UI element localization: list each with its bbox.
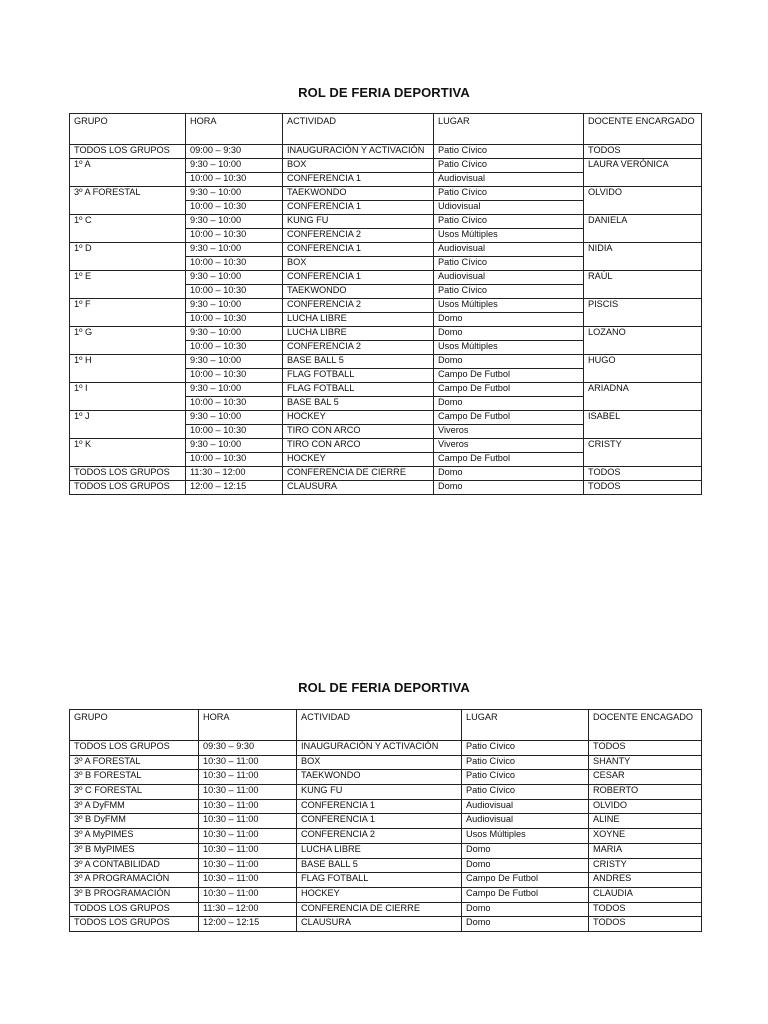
cell-grupo: 1º F xyxy=(70,299,186,327)
cell-lugar: Domo xyxy=(462,902,589,917)
cell-grupo: TODOS LOS GRUPOS xyxy=(70,741,199,756)
cell-actividad: BOX xyxy=(283,159,434,173)
header-lugar: LUGAR xyxy=(462,710,589,741)
cell-grupo: 1º G xyxy=(70,327,186,355)
cell-lugar: Audiovisual xyxy=(434,271,584,285)
cell-hora: 10:00 – 10:30 xyxy=(186,313,283,327)
header-docente: DOCENTE ENCAGADO xyxy=(589,710,702,741)
cell-hora: 09:00 – 9:30 xyxy=(186,145,283,159)
cell-docente: TODOS xyxy=(584,467,702,481)
cell-actividad: TAEKWONDO xyxy=(297,770,462,785)
cell-actividad: CONFERENCIA 1 xyxy=(283,271,434,285)
cell-actividad: KUNG FU xyxy=(297,785,462,800)
cell-lugar: Domo xyxy=(462,917,589,932)
cell-lugar: Audiovisual xyxy=(434,243,584,257)
cell-hora: 9:30 – 10:00 xyxy=(186,271,283,285)
cell-actividad: BASE BAL 5 xyxy=(283,397,434,411)
cell-hora: 10:30 – 11:00 xyxy=(199,799,297,814)
cell-hora: 10:00 – 10:30 xyxy=(186,173,283,187)
table-row xyxy=(70,383,702,397)
table-row xyxy=(70,741,702,756)
table-row xyxy=(70,755,702,770)
cell-lugar: Patio Cívico xyxy=(434,145,584,159)
cell-actividad: CLAUSURA xyxy=(283,481,434,495)
cell-docente: MARIA xyxy=(589,843,702,858)
cell-lugar: Domo xyxy=(434,481,584,495)
cell-actividad: CONFERENCIA 1 xyxy=(283,243,434,257)
cell-actividad: KUNG FU xyxy=(283,215,434,229)
cell-grupo: TODOS LOS GRUPOS xyxy=(70,145,186,159)
cell-lugar: Campo De Futbol xyxy=(434,369,584,383)
cell-hora: 10:00 – 10:30 xyxy=(186,229,283,243)
cell-lugar: Campo De Futbol xyxy=(434,453,584,467)
cell-docente: SHANTY xyxy=(589,755,702,770)
cell-grupo: 3º C FORESTAL xyxy=(70,785,199,800)
cell-docente: RAÚL xyxy=(584,271,702,299)
cell-lugar: Patio Cívico xyxy=(434,159,584,173)
cell-lugar: Campo De Futbol xyxy=(434,411,584,425)
cell-grupo: 3º A MyPIMES xyxy=(70,829,199,844)
table-row xyxy=(70,902,702,917)
cell-actividad: LUCHA LIBRE xyxy=(283,313,434,327)
cell-docente: CRISTY xyxy=(584,439,702,467)
cell-lugar: Udiovisual xyxy=(434,201,584,215)
cell-actividad: CONFERENCIA 2 xyxy=(283,299,434,313)
cell-actividad: LUCHA LIBRE xyxy=(297,843,462,858)
cell-hora: 10:30 – 11:00 xyxy=(199,785,297,800)
table-row xyxy=(70,785,702,800)
table-row xyxy=(70,145,702,159)
cell-actividad: BASE BALL 5 xyxy=(283,355,434,369)
header-hora: HORA xyxy=(199,710,297,741)
cell-grupo: 1º A xyxy=(70,159,186,187)
cell-actividad: TIRO CON ARCO xyxy=(283,439,434,453)
cell-actividad: HOCKEY xyxy=(283,411,434,425)
cell-lugar: Patio Cívico xyxy=(434,187,584,201)
cell-actividad: BOX xyxy=(283,257,434,271)
table-row xyxy=(70,271,702,285)
cell-actividad: CONFERENCIA 2 xyxy=(297,829,462,844)
cell-actividad: CONFERENCIA 1 xyxy=(283,201,434,215)
schedule-1-table xyxy=(69,113,702,495)
cell-lugar: Patio Cívico xyxy=(462,770,589,785)
cell-hora: 12:00 – 12:15 xyxy=(186,481,283,495)
cell-docente: TODOS xyxy=(589,741,702,756)
cell-docente: ALINE xyxy=(589,814,702,829)
cell-docente: TODOS xyxy=(589,917,702,932)
table-row xyxy=(70,159,702,173)
cell-lugar: Viveros xyxy=(434,425,584,439)
cell-lugar: Patio Cívico xyxy=(434,285,584,299)
cell-grupo: 1º E xyxy=(70,271,186,299)
cell-hora: 11:30 – 12:00 xyxy=(186,467,283,481)
cell-docente: LOZANO xyxy=(584,327,702,355)
table-row xyxy=(70,873,702,888)
cell-hora: 9:30 – 10:00 xyxy=(186,383,283,397)
header-row xyxy=(70,114,702,145)
cell-docente: CESAR xyxy=(589,770,702,785)
cell-grupo: 3º A FORESTAL xyxy=(70,187,186,215)
cell-lugar: Domo xyxy=(434,313,584,327)
cell-grupo: 1º I xyxy=(70,383,186,411)
cell-actividad: CONFERENCIA DE CIERRE xyxy=(283,467,434,481)
cell-lugar: Campo De Futbol xyxy=(462,887,589,902)
cell-lugar: Patio Cívico xyxy=(434,215,584,229)
cell-lugar: Usos Múltiples xyxy=(434,299,584,313)
table-row xyxy=(70,299,702,313)
cell-lugar: Campo De Futbol xyxy=(462,873,589,888)
table-row xyxy=(70,770,702,785)
cell-hora: 10:00 – 10:30 xyxy=(186,453,283,467)
table-row xyxy=(70,799,702,814)
cell-lugar: Usos Múltiples xyxy=(462,829,589,844)
cell-actividad: FLAG FOTBALL xyxy=(283,383,434,397)
table-row xyxy=(70,917,702,932)
header-lugar: LUGAR xyxy=(434,114,584,145)
table-row xyxy=(70,843,702,858)
schedule-1-title: ROL DE FERIA DEPORTIVA xyxy=(298,85,470,100)
header-docente: DOCENTE ENCARGADO xyxy=(584,114,702,145)
cell-grupo: TODOS LOS GRUPOS xyxy=(70,902,199,917)
cell-grupo: 3º B PROGRAMACIÓN xyxy=(70,887,199,902)
cell-docente: ANDRES xyxy=(589,873,702,888)
table-row xyxy=(70,887,702,902)
cell-hora: 10:00 – 10:30 xyxy=(186,341,283,355)
cell-docente: XOYNE xyxy=(589,829,702,844)
cell-hora: 10:00 – 10:30 xyxy=(186,369,283,383)
cell-hora: 10:30 – 11:00 xyxy=(199,755,297,770)
cell-hora: 9:30 – 10:00 xyxy=(186,299,283,313)
table-row xyxy=(70,829,702,844)
cell-actividad: CONFERENCIA 1 xyxy=(297,799,462,814)
cell-grupo: 3º A CONTABILIDAD xyxy=(70,858,199,873)
cell-docente: ARIADNA xyxy=(584,383,702,411)
cell-lugar: Patio Cívico xyxy=(462,741,589,756)
cell-actividad: FLAG FOTBALL xyxy=(283,369,434,383)
cell-hora: 10:30 – 11:00 xyxy=(199,887,297,902)
cell-actividad: BOX xyxy=(297,755,462,770)
cell-lugar: Patio Cívico xyxy=(434,257,584,271)
cell-docente: OLVIDO xyxy=(589,799,702,814)
header-actividad: ACTIVIDAD xyxy=(297,710,462,741)
cell-actividad: HOCKEY xyxy=(297,887,462,902)
table-row xyxy=(70,243,702,257)
cell-docente: CLAUDIA xyxy=(589,887,702,902)
header-hora: HORA xyxy=(186,114,283,145)
table-row xyxy=(70,215,702,229)
cell-docente: TODOS xyxy=(589,902,702,917)
table-row xyxy=(70,858,702,873)
table-row xyxy=(70,467,702,481)
cell-grupo: 1º C xyxy=(70,215,186,243)
cell-actividad: FLAG FOTBALL xyxy=(297,873,462,888)
cell-lugar: Domo xyxy=(462,843,589,858)
cell-docente: PISCIS xyxy=(584,299,702,327)
cell-hora: 9:30 – 10:00 xyxy=(186,327,283,341)
cell-hora: 10:00 – 10:30 xyxy=(186,257,283,271)
cell-grupo: TODOS LOS GRUPOS xyxy=(70,481,186,495)
cell-actividad: INAUGURACIÓN Y ACTIVACIÓN xyxy=(297,741,462,756)
cell-hora: 11:30 – 12:00 xyxy=(199,902,297,917)
cell-lugar: Campo De Futbol xyxy=(434,383,584,397)
header-row xyxy=(70,710,702,741)
table-row xyxy=(70,814,702,829)
cell-hora: 10:30 – 11:00 xyxy=(199,770,297,785)
cell-grupo: 1º K xyxy=(70,439,186,467)
cell-docente: OLVIDO xyxy=(584,187,702,215)
cell-docente: DANIELA xyxy=(584,215,702,243)
table-row xyxy=(70,411,702,425)
table-row xyxy=(70,439,702,453)
cell-hora: 9:30 – 10:00 xyxy=(186,355,283,369)
cell-docente: TODOS xyxy=(584,481,702,495)
cell-actividad: TAEKWONDO xyxy=(283,285,434,299)
header-grupo: GRUPO xyxy=(70,710,199,741)
cell-actividad: CONFERENCIA 1 xyxy=(297,814,462,829)
cell-grupo: 1º J xyxy=(70,411,186,439)
cell-hora: 09:30 – 9:30 xyxy=(199,741,297,756)
cell-hora: 9:30 – 10:00 xyxy=(186,439,283,453)
cell-hora: 9:30 – 10:00 xyxy=(186,411,283,425)
cell-grupo: 3º B FORESTAL xyxy=(70,770,199,785)
cell-hora: 10:30 – 11:00 xyxy=(199,873,297,888)
cell-actividad: CONFERENCIA 1 xyxy=(283,173,434,187)
cell-lugar: Audiovisual xyxy=(434,173,584,187)
cell-docente: NIDIA xyxy=(584,243,702,271)
cell-hora: 10:30 – 11:00 xyxy=(199,843,297,858)
cell-lugar: Audiovisual xyxy=(462,814,589,829)
cell-lugar: Domo xyxy=(434,355,584,369)
cell-grupo: TODOS LOS GRUPOS xyxy=(70,467,186,481)
cell-actividad: INAUGURACIÓN Y ACTIVACIÓN xyxy=(283,145,434,159)
header-actividad: ACTIVIDAD xyxy=(283,114,434,145)
header-grupo: GRUPO xyxy=(70,114,186,145)
cell-hora: 10:00 – 10:30 xyxy=(186,285,283,299)
cell-lugar: Usos Múltiples xyxy=(434,229,584,243)
cell-hora: 10:30 – 11:00 xyxy=(199,829,297,844)
cell-actividad: CONFERENCIA 2 xyxy=(283,341,434,355)
cell-lugar: Usos Múltiples xyxy=(434,341,584,355)
cell-docente: TODOS xyxy=(584,145,702,159)
cell-hora: 10:00 – 10:30 xyxy=(186,201,283,215)
cell-lugar: Patio Cívico xyxy=(462,755,589,770)
cell-grupo: 3º B DyFMM xyxy=(70,814,199,829)
table-row xyxy=(70,187,702,201)
cell-actividad: LUCHA LIBRE xyxy=(283,327,434,341)
cell-grupo: TODOS LOS GRUPOS xyxy=(70,917,199,932)
cell-hora: 10:30 – 11:00 xyxy=(199,858,297,873)
table-row xyxy=(70,355,702,369)
cell-hora: 10:00 – 10:30 xyxy=(186,425,283,439)
schedule-2-table xyxy=(69,709,702,932)
cell-hora: 9:30 – 10:00 xyxy=(186,215,283,229)
cell-actividad: BASE BALL 5 xyxy=(297,858,462,873)
cell-lugar: Domo xyxy=(434,397,584,411)
table-row xyxy=(70,481,702,495)
cell-hora: 12:00 – 12:15 xyxy=(199,917,297,932)
cell-grupo: 1º H xyxy=(70,355,186,383)
cell-actividad: TIRO CON ARCO xyxy=(283,425,434,439)
cell-lugar: Domo xyxy=(434,467,584,481)
cell-hora: 9:30 – 10:00 xyxy=(186,243,283,257)
cell-docente: ROBERTO xyxy=(589,785,702,800)
cell-lugar: Viveros xyxy=(434,439,584,453)
cell-hora: 10:00 – 10:30 xyxy=(186,397,283,411)
cell-actividad: CONFERENCIA 2 xyxy=(283,229,434,243)
cell-lugar: Domo xyxy=(462,858,589,873)
schedule-2-title: ROL DE FERIA DEPORTIVA xyxy=(298,680,470,695)
cell-hora: 9:30 – 10:00 xyxy=(186,159,283,173)
cell-actividad: HOCKEY xyxy=(283,453,434,467)
cell-grupo: 3º A PROGRAMACIÓN xyxy=(70,873,199,888)
cell-docente: CRISTY xyxy=(589,858,702,873)
cell-grupo: 1º D xyxy=(70,243,186,271)
cell-lugar: Domo xyxy=(434,327,584,341)
cell-actividad: TAEKWONDO xyxy=(283,187,434,201)
cell-lugar: Audiovisual xyxy=(462,799,589,814)
cell-actividad: CLAUSURA xyxy=(297,917,462,932)
cell-hora: 10:30 – 11:00 xyxy=(199,814,297,829)
cell-docente: ISABEL xyxy=(584,411,702,439)
cell-grupo: 3º A FORESTAL xyxy=(70,755,199,770)
cell-docente: HUGO xyxy=(584,355,702,383)
cell-actividad: CONFERENCIA DE CIERRE xyxy=(297,902,462,917)
cell-docente: LAURA VERÓNICA xyxy=(584,159,702,187)
cell-hora: 9:30 – 10:00 xyxy=(186,187,283,201)
cell-grupo: 3º A DyFMM xyxy=(70,799,199,814)
cell-lugar: Patio Cívico xyxy=(462,785,589,800)
table-row xyxy=(70,327,702,341)
cell-grupo: 3º B MyPIMES xyxy=(70,843,199,858)
